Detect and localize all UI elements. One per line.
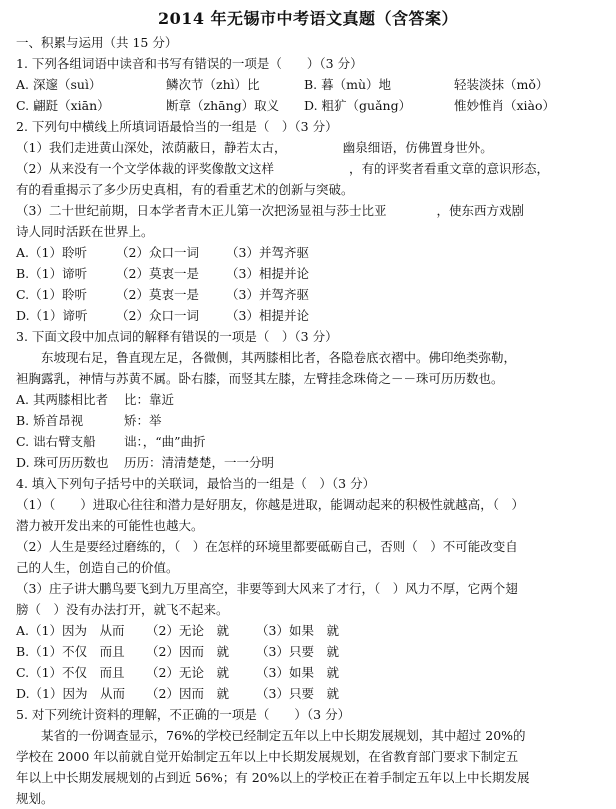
question-2-option-a: [16, 242, 606, 263]
question-4-option-c: [16, 662, 606, 683]
question-4-option-a: [16, 620, 606, 641]
question-2-sentence-3a: （3）二十世纪前期，日本学者青木正儿第一次把汤显祖与莎士比亚 ，使东西方戏剧: [16, 203, 524, 218]
question-3-passage-2: 袒胸露乳，神情与苏黄不属。卧右膝，而竖其左膝，左臂挂念珠倚之－－珠可历历数也。: [16, 371, 504, 386]
option-text: A.（1）因为 从而: [16, 623, 125, 638]
option-text: D.（1）谛听: [16, 308, 88, 323]
option-text: （3）并驾齐驱: [226, 245, 309, 260]
question-4-sentence-3b: 膀（ ）没有办法打开，就飞不起来。: [16, 602, 229, 617]
option-text: D. 珠可历历数也: [16, 455, 109, 470]
question-1-options-row-1: [16, 74, 606, 95]
question-2-option-c: [16, 284, 606, 305]
question-3-option-a: [16, 389, 606, 410]
option-text: C.（1）不仅 而且: [16, 665, 125, 680]
option-text: A. 其两膝相比者: [16, 392, 108, 407]
question-5-passage-4: 规划。: [16, 791, 54, 806]
question-5-passage-1: 某省的一份调查显示，76%的学校已经制定五年以上中长期发展规划，其中超过 20%的: [41, 728, 526, 743]
question-4-option-d: [16, 683, 606, 704]
option-text: （2）无论 就: [146, 623, 229, 638]
question-2-sentence-3b: 诗人同时活跃在世界上。: [16, 224, 154, 239]
question-4-sentence-2b: 己的人生，创造自己的价值。: [16, 560, 179, 575]
question-2-sentence-2b: 有的看重揭示了多少历史真相，有的看重艺术的创新与突破。: [16, 182, 354, 197]
question-5-passage-3: 年以上中长期发展规划的占到近 56%；有 20%以上的学校正在着手制定五年以上中长期发展: [16, 770, 530, 785]
question-3-stem: 3. 下面文段中加点词的解释有错误的一项是（ ）（3 分）: [16, 329, 338, 344]
question-4-sentence-3a: （3）庄子讲大鹏鸟要飞到九万里高空，非要等到大风来了才行，（ ）风力不厚，它两个翅: [16, 581, 518, 596]
option-text: （2）众口一词: [116, 245, 199, 260]
option-text: A.（1）聆听: [16, 245, 87, 260]
option-text: （2）莫衷一是: [116, 287, 199, 302]
option-text: （2）无论 就: [146, 665, 229, 680]
option-text: 矫：举: [124, 413, 162, 428]
question-2-stem: 2. 下列句中横线上所填词语最恰当的一组是（ ）（3 分）: [16, 119, 338, 134]
option-text: 轻装淡抹（mǒ）: [454, 77, 549, 92]
option-text: 断章（zhāng）取义: [166, 98, 280, 113]
question-5-passage-2: 学校在 2000 年以前就自觉开始制定五年以上中长期发展规划，在省教育部门要求下制定五: [16, 749, 519, 764]
question-3-option-d: [16, 452, 606, 473]
option-text: B. 矫首昂视: [16, 413, 84, 428]
option-text: （2）莫衷一是: [116, 266, 199, 281]
option-text: （2）众口一词: [116, 308, 199, 323]
option-text: 比：靠近: [124, 392, 175, 407]
option-text: 惟妙惟肖（xiào）: [454, 98, 556, 113]
option-text: （2）因而 就: [146, 686, 229, 701]
question-3-option-b: [16, 410, 606, 431]
question-4-option-b: [16, 641, 606, 662]
option-text: （3）并驾齐驱: [226, 287, 309, 302]
question-4-sentence-2a: （2）人生是要经过磨练的，（ ）在怎样的环境里都要砥砺自己，否则（ ）不可能改变自: [16, 539, 518, 554]
section-heading: 一、积累与运用（共 15 分）: [16, 35, 178, 50]
exam-page: [0, 6, 616, 806]
option-text: （3）相提并论: [226, 266, 309, 281]
option-text: B. 暮（mù）地: [304, 77, 392, 92]
option-text: A. 深邃（suì）: [16, 77, 102, 92]
page-title: 2014 年无锡市中考语文真题（含答案）: [157, 9, 459, 28]
option-text: 诎：，“曲”曲折: [124, 434, 206, 449]
option-text: D.（1）因为 从而: [16, 686, 126, 701]
question-2-option-d: [16, 305, 606, 326]
option-text: B.（1）谛听: [16, 266, 88, 281]
option-text: 历历：清清楚楚，一一分明: [124, 455, 275, 470]
option-text: （3）相提并论: [226, 308, 309, 323]
question-4-sentence-1a: （1）（ ）进取心往往和潜力是好朋友，你越是进取，能调动起来的积极性就越高，（ ）: [16, 497, 524, 512]
option-text: B.（1）不仅 而且: [16, 644, 125, 659]
option-text: 鳞次节（zhì）比: [166, 77, 260, 92]
question-1-options-row-2: [16, 95, 606, 116]
question-2-sentence-1: （1）我们走进黄山深处，浓荫蔽日，静若太古， 幽泉细语，仿佛置身世外。: [16, 140, 493, 155]
option-text: C.（1）聆听: [16, 287, 88, 302]
question-1-stem: 1. 下列各组词语中读音和书写有错误的一项是（ ）（3 分）: [16, 56, 363, 71]
option-text: （2）因而 就: [146, 644, 229, 659]
option-text: （3）只要 就: [256, 686, 339, 701]
question-3-option-c: [16, 431, 606, 452]
option-text: （3）如果 就: [256, 623, 339, 638]
question-4-stem: 4. 填入下列句子括号中的关联词，最恰当的一组是（ ）（3 分）: [16, 476, 376, 491]
question-2-sentence-2a: （2）从来没有一个文学体裁的评奖像散文这样 ，有的评奖者看重文章的意识形态，: [16, 161, 549, 176]
question-4-sentence-1b: 潜力被开发出来的可能性也越大。: [16, 518, 204, 533]
option-text: （3）如果 就: [256, 665, 339, 680]
question-3-passage-1: 东坡现右足，鲁直现左足，各微侧，其两膝相比者，各隐卷底衣褶中。佛印绝类弥勒，: [41, 350, 517, 365]
exam-content: [0, 32, 616, 806]
question-5-stem: 5. 对下列统计资料的理解，不正确的一项是（ ）（3 分）: [16, 707, 351, 722]
option-text: C. 翩跹（xiān）: [16, 98, 110, 113]
option-text: （3）只要 就: [256, 644, 339, 659]
question-2-option-b: [16, 263, 606, 284]
option-text: D. 粗犷（guǎng）: [304, 98, 412, 113]
option-text: C. 诎右臂支船: [16, 434, 96, 449]
